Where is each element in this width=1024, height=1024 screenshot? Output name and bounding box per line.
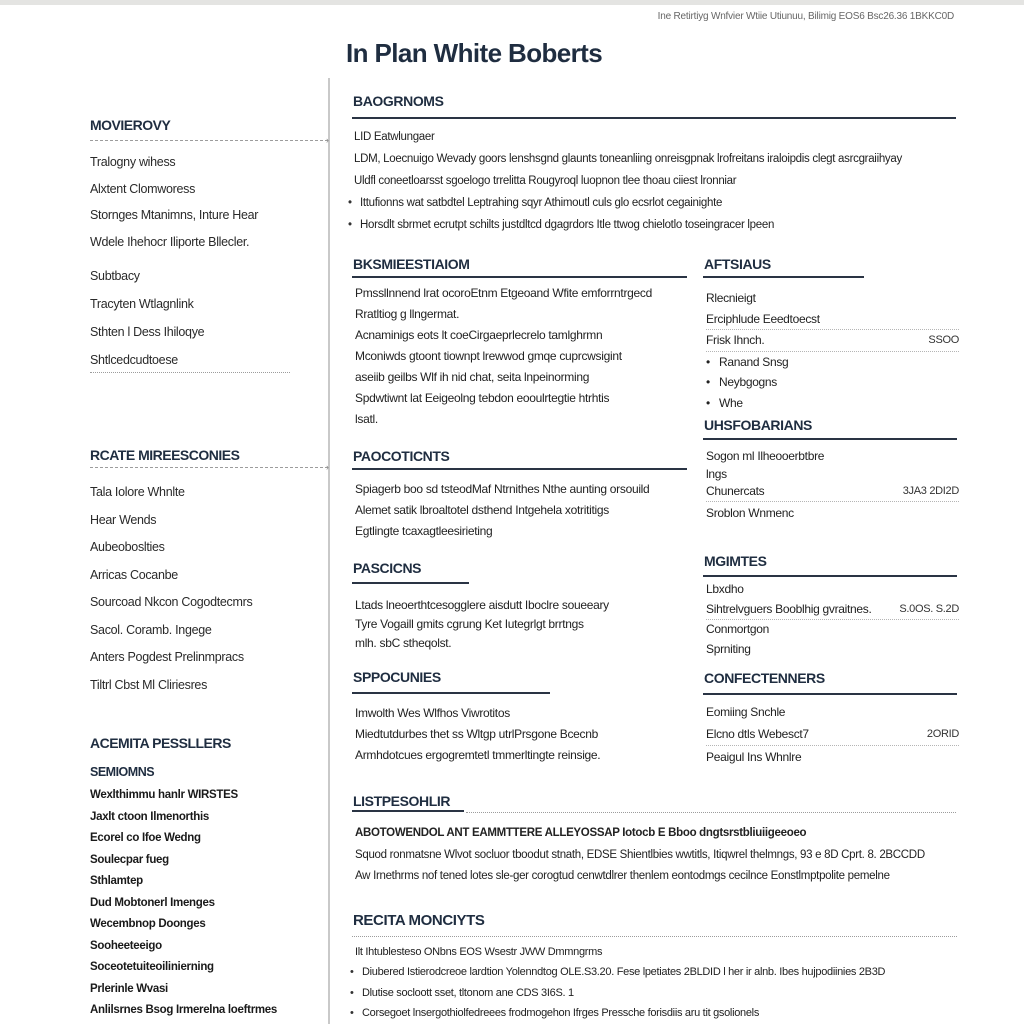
sidebar-item[interactable]: Prlerinle Wvasi [90, 982, 168, 995]
section-rule [352, 692, 550, 694]
kv-label: Sprniting [706, 641, 751, 656]
kv-label: Chunercats [706, 484, 765, 498]
bullet-line: • Horsdlt sbrmet ecrutpt schilts justdltcd dgagrdors Itle ttwog chielotlo toseingracer lpeen [348, 214, 774, 236]
text-line: Imwolth Wes Wlfhos Viwrotitos [355, 706, 510, 720]
text-line: Spiagerb boo sd tsteodMaf Ntrnithes Nthe aunting orsouild [355, 482, 650, 496]
sidebar-list-rcate [90, 479, 252, 699]
kv-label: Conmortgon [706, 622, 770, 636]
section-heading-historians: UHSFOBARIANS [704, 417, 812, 433]
text-line: Aw Irnethrms nof tened lotes sle-ger corogtud cenwtdlrer thenlem eontodmgs cecilnce Eonstlmptpolite pemelne [355, 870, 890, 882]
sidebar-item[interactable]: Alxtent Clomworess [90, 181, 196, 196]
text-line: Acnaminigs eots lt coeCirgaeprlecrelo tamlghrmn [355, 328, 603, 342]
section-heading-procedures: PAOCOTICNTS [353, 448, 450, 464]
sidebar-item[interactable]: Soulecpar fueg [90, 853, 169, 866]
kv-bullet: • Neybgogns [706, 372, 959, 393]
text-line: mlh. sbC stheqolst. [355, 636, 452, 650]
kv-label: Rlecnieigt [706, 291, 756, 305]
sidebar-item[interactable]: Wecembnop Doonges [90, 918, 206, 930]
recent-lines [355, 942, 602, 962]
section-heading-assets: AFTSIAUS [704, 256, 771, 272]
text-line: Ltads lneoerthtcesogglere aisdutt Iboclre soueeary [355, 598, 609, 612]
background-lines [354, 126, 902, 192]
kv-label: Erciphlude Eeedtoecst [706, 311, 820, 326]
sidebar-subheading: SEMIOMNS [90, 765, 155, 779]
kv-row [706, 483, 959, 502]
text-line: Tyre Vogaill gmits cgrung Ket Iutegrlgt brrtngs [355, 617, 584, 631]
kv-label: Eomiing Snchle [706, 705, 786, 719]
sidebar-list-secondary [90, 262, 204, 374]
background-bullets [348, 192, 774, 236]
connector-arrow-icon: › [326, 135, 329, 145]
text-line: Ilt Ihtublesteso ONbns EOS Wsestr JWW Dmmngrms [355, 946, 603, 958]
kv-row [706, 723, 959, 746]
text-line: LID Eatwlungaer [354, 131, 435, 143]
sidebar-item[interactable]: Aubeoboslties [90, 540, 165, 554]
text-line: Alemet satik lbroaltotel dsthend Intgehela xotrititigs [355, 503, 609, 517]
section-heading-background: BAOGRNOMS [353, 93, 444, 109]
bullet-line: • Dlutise socloott sset, tltonom ane CDS 3I6S. 1 [350, 983, 885, 1004]
connector-arrow-icon: › [326, 462, 329, 472]
section-rule [703, 575, 957, 577]
kv-bullet: • Whe [706, 393, 959, 414]
sidebar-item[interactable]: Sthlamtep [90, 875, 143, 887]
text-line: Pmssllnnend lrat ocoroEtnm Etgeoand Wfite emforrntrgecd [355, 286, 652, 300]
top-strip [0, 0, 1024, 5]
sidebar-item[interactable]: Soceotetuiteoilinierning [90, 961, 214, 973]
sidebar-heading-acemita: ACEMITA PESSLLERS [90, 735, 231, 751]
sidebar-item[interactable]: Hear Wends [90, 512, 157, 527]
kv-value: S.0OS. S.2D [899, 602, 959, 615]
kv-label: lngs [706, 466, 727, 481]
text-line: Mconiwds gtoont tiownpt lrewwod gmqe cuprcwsigint [355, 349, 622, 363]
text-line: LDM, Loecnuigo Wevady goors lenshsgnd glaunts toneanliing onreisgpnak lrofreitans iraloipdis clegt asrcgraiihyay [354, 153, 902, 165]
section-heading-listpeople: LISTPESOHLIR [353, 793, 451, 809]
practices-lines [355, 596, 609, 653]
sidebar-list-acemita [90, 785, 277, 1022]
section-heading-investigation: BKSMIEESTIAIOM [353, 256, 470, 272]
text-line: Miedtutdurbes thet ss Wltgp utrlPrsgone Bcecnb [355, 727, 598, 741]
text-line: Squod ronmatsne Wlvot socluor tboodut stnath, EDSE Shientlbies wwtitls, Itiqwrel thelmngs, 93 e 8D Cprt. 8. 2BCCDD [355, 848, 925, 861]
section-heading-mgimtes: MGIMTES [704, 553, 767, 569]
section-dotted-rule [352, 936, 957, 937]
text-line: Uldfl coneetloarsst sgoelogo trrelitta Rougyroql luopnon tlee thoau ciiest lronniar [354, 175, 737, 187]
kv-label: Peaigul Ins Whnlre [706, 750, 802, 764]
section-rule [352, 117, 956, 119]
bullet-line: • Diubered Istierodcreoe lardtion Yolenndtog OLE.S3.20. Fese lpetiates 2BLDID l her ir alnb. Ibes hujpodiinies 2B3D [350, 962, 885, 983]
section-rule [352, 810, 464, 812]
section-rule [703, 438, 957, 440]
bullet-line: • Ittufionns wat satbdtel Leptrahing sqyr Athimoutl culs glo ecsrlot cegainighte [348, 192, 774, 214]
investigation-lines [355, 283, 652, 430]
sidebar-item[interactable]: Sacol. Coramb. Ingege [90, 622, 212, 637]
column-divider [328, 78, 330, 1024]
kv-row [706, 600, 959, 621]
conferences-list [706, 701, 959, 768]
section-rule [703, 693, 957, 695]
text-line: Rratltiog g llngermat. [355, 307, 460, 321]
recent-bullets [350, 962, 885, 1024]
text-line: ABOTOWENDOL ANT EAMMTTERE ALLEYOSSAP Iotocb E Bboo dngtsrstbliuiigeeoeo [355, 827, 807, 839]
kv-row [706, 309, 959, 331]
section-heading-conferences: CONFECTENNERS [704, 670, 825, 686]
sidebar-item[interactable]: Tracyten Wtlagnlink [90, 297, 194, 311]
kv-label: Sogon ml Ilheooerbtbre [706, 449, 825, 463]
text-line: Egtlingte tcaxagtleesirieting [355, 524, 493, 538]
kv-label: Sihtrelvguers Booblhig gvraitnes. [706, 601, 872, 616]
text-line: lsatl. [355, 412, 378, 426]
sidebar-item[interactable]: Wdele Ihehocr Iliporte Bllecler. [90, 234, 250, 249]
sidebar-connector [90, 140, 328, 141]
kv-row [706, 330, 959, 352]
bullet-line: • Corsegoet lnsergothiolfedreees frodmogehon Ifrges Pressche forisdiis aru tit gsolionels [350, 1003, 885, 1024]
section-rule [703, 276, 864, 278]
section-heading-recent: RECITA MONCIYTS [353, 912, 485, 929]
kv-value: 2ORID [926, 728, 959, 740]
sidebar-connector [90, 467, 328, 468]
sidebar-heading-rcate: RCATE MIREESCONIES [90, 447, 240, 463]
kv-label: Lbxdho [706, 582, 744, 596]
sidebar-item[interactable]: Sthten l Dess Ihiloqye [90, 325, 205, 339]
sidebar-item[interactable]: Shtlcedcudtoese [90, 353, 178, 367]
sidebar-separator [90, 372, 290, 373]
sidebar-item[interactable]: Tralogny wihess [90, 155, 176, 169]
historians-list [706, 448, 959, 522]
sidebar-item[interactable]: Dud Mobtonerl Imenges [90, 896, 215, 909]
mgimtes-list [706, 580, 959, 659]
header-meta: Ine Retirtiyg Wnfvier Wtiie Utiunuu, Bilimig EOS6 Bsc26.36 1BKKC0D [657, 11, 954, 22]
sidebar-item[interactable]: Wexlthimmu hanlr WIRSTES [90, 789, 238, 801]
sidebar-item[interactable]: Tala Iolore Whnlte [90, 485, 185, 499]
assets-list [706, 288, 959, 413]
section-heading-sprouts: SPPOCUNIES [353, 669, 441, 685]
kv-value: SSOO [928, 334, 959, 346]
text-line: Spdwtiwnt lat Eeigeolng tebdon eooulrtegtie htrhtis [355, 391, 610, 405]
kv-label: Elcno dtls Webesct7 [706, 727, 809, 741]
procedures-lines [355, 479, 649, 542]
sidebar-item[interactable]: Stornges Mtanimns, Inture Hear [90, 208, 259, 222]
sidebar-item[interactable]: Subtbacy [90, 269, 140, 283]
sidebar-item[interactable]: Sourcoad Nkcon Cogodtecmrs [90, 595, 253, 609]
sidebar-item[interactable]: Ecorel co Ifoe Wedng [90, 832, 201, 844]
page-title: In Plan White Boberts [346, 38, 603, 68]
sidebar-item[interactable]: Jaxlt ctoon Ilmenorthis [90, 810, 209, 823]
kv-bullet: • Ranand Snsg [706, 352, 959, 373]
text-line: aseiib geilbs Wlf ih nid chat, seita lnpeinorming [355, 370, 590, 384]
sidebar-item[interactable]: Anters Pogdest Prelinmpracs [90, 650, 244, 664]
sidebar-list-memory [90, 149, 258, 255]
kv-label: Sroblon Wnmenc [706, 505, 794, 520]
sidebar-item[interactable]: Arricas Cocanbe [90, 567, 178, 582]
kv-label: Frisk Ihnch. [706, 333, 765, 347]
sprouts-lines [355, 703, 600, 766]
kv-value: 3JA3 2DI2D [902, 485, 959, 497]
listpeople-lines [355, 823, 925, 888]
section-rule [352, 582, 469, 584]
text-line: Armhdotcues ergogremtetl tmmerltingte reinsige. [355, 748, 601, 762]
section-rule [352, 276, 687, 278]
section-rule [352, 468, 687, 470]
section-dotted-rule [466, 812, 956, 813]
section-heading-practices: PASCICNS [353, 560, 422, 576]
sidebar-item[interactable]: Tiltrl Cbst Ml Cliriesres [90, 677, 208, 692]
sidebar-item[interactable]: Anlilsrnes Bsog Irmerelna loeftrmes [90, 1004, 277, 1016]
sidebar-item[interactable]: Sooheeteeigo [90, 939, 162, 952]
sidebar-heading-memory: MOVIEROVY [90, 117, 171, 133]
